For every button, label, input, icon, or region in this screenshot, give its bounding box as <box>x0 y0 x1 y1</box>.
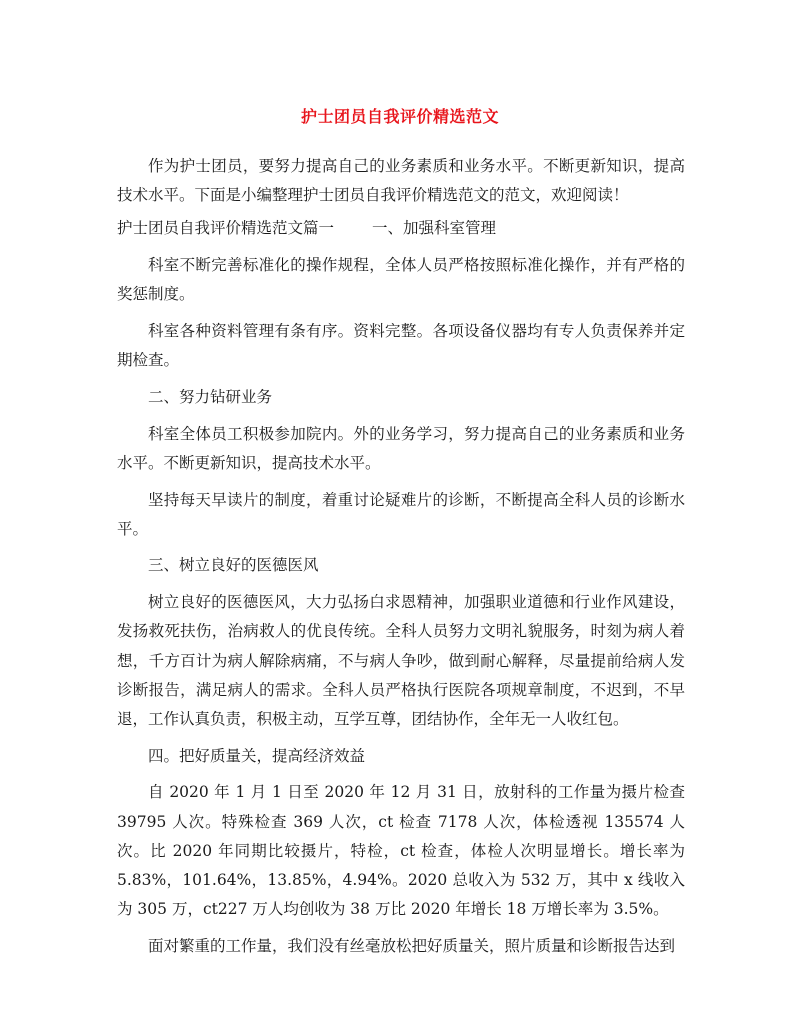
document-body <box>117 152 685 969</box>
document-title: 护士团员自我评价精选范文 <box>300 107 499 126</box>
paragraph-standardization: 科室不断完善标准化的操作规程，全体人员严格按照标准化操作，并有严格的奖惩制度。 <box>117 256 685 304</box>
heading-ethics: 三、树立良好的医德医风 <box>148 556 319 575</box>
paragraph-records: 科室各种资料管理有条有序。资料完整。各项设备仪器均有专人负责保养并定期检查。 <box>117 322 685 370</box>
section-label: 护士团员自我评价精选范文篇一 <box>117 219 335 238</box>
paragraph-workload: 面对繁重的工作量，我们没有丝毫放松把好质量关，照片质量和诊断报告达到 <box>148 936 676 955</box>
paragraph-film-reading: 坚持每天早读片的制度，着重讨论疑难片的诊断，不断提高全科人员的诊断水平。 <box>117 490 685 538</box>
paragraph-ethics: 树立良好的医德医风，大力弘扬白求恩精神，加强职业道德和行业作风建设，发扬救死扶伤，治病救人的优良传统。全科人员努力文明礼貌服务，时刻为病人着想，千方百计为病人解除病痛，不与病人争吵，做到耐心解释，尽量提前给病人发诊断报告，满足病人的需求。全科人员严格执行医院各项规章制度，不迟到，不早退，工作认真负责，积极主动，互学互尊，团结协作，全年无一人收红包。 <box>117 593 685 728</box>
heading-quality: 四。把好质量关，提高经济效益 <box>148 746 366 765</box>
heading-study: 二、努力钻研业务 <box>148 387 273 406</box>
intro-paragraph: 作为护士团员，要努力提高自己的业务素质和业务水平。不断更新知识，提高技术水平。下面是小编整理护士团员自我评价精选范文的范文，欢迎阅读！ <box>117 157 685 205</box>
heading-management: 一、加强科室管理 <box>372 219 497 238</box>
paragraph-learning: 科室全体员工积极参加院内。外的业务学习，努力提高自己的业务素质和业务水平。不断更新知识，提高技术水平。 <box>117 424 685 472</box>
paragraph-statistics: 自 2020 年 1 月 1 日至 2020 年 12 月 31 日，放射科的工作量为摄片检查 39795 人次。特殊检查 369 人次，ct 检查 7178 人次，体检透视 135574 人次。比 2020 年同期比较摄片，特检，ct 检查，体检人次明显增长。增长率为 5.83%，101.64%，13.85%，4.94%。2020 总收入为 532 万，其中 x 线收入为 305 万，ct227 万人均创收为 38 万比 2020 年增长 18 万增长率为 3.5%。 <box>117 783 685 919</box>
section-line <box>117 214 685 243</box>
